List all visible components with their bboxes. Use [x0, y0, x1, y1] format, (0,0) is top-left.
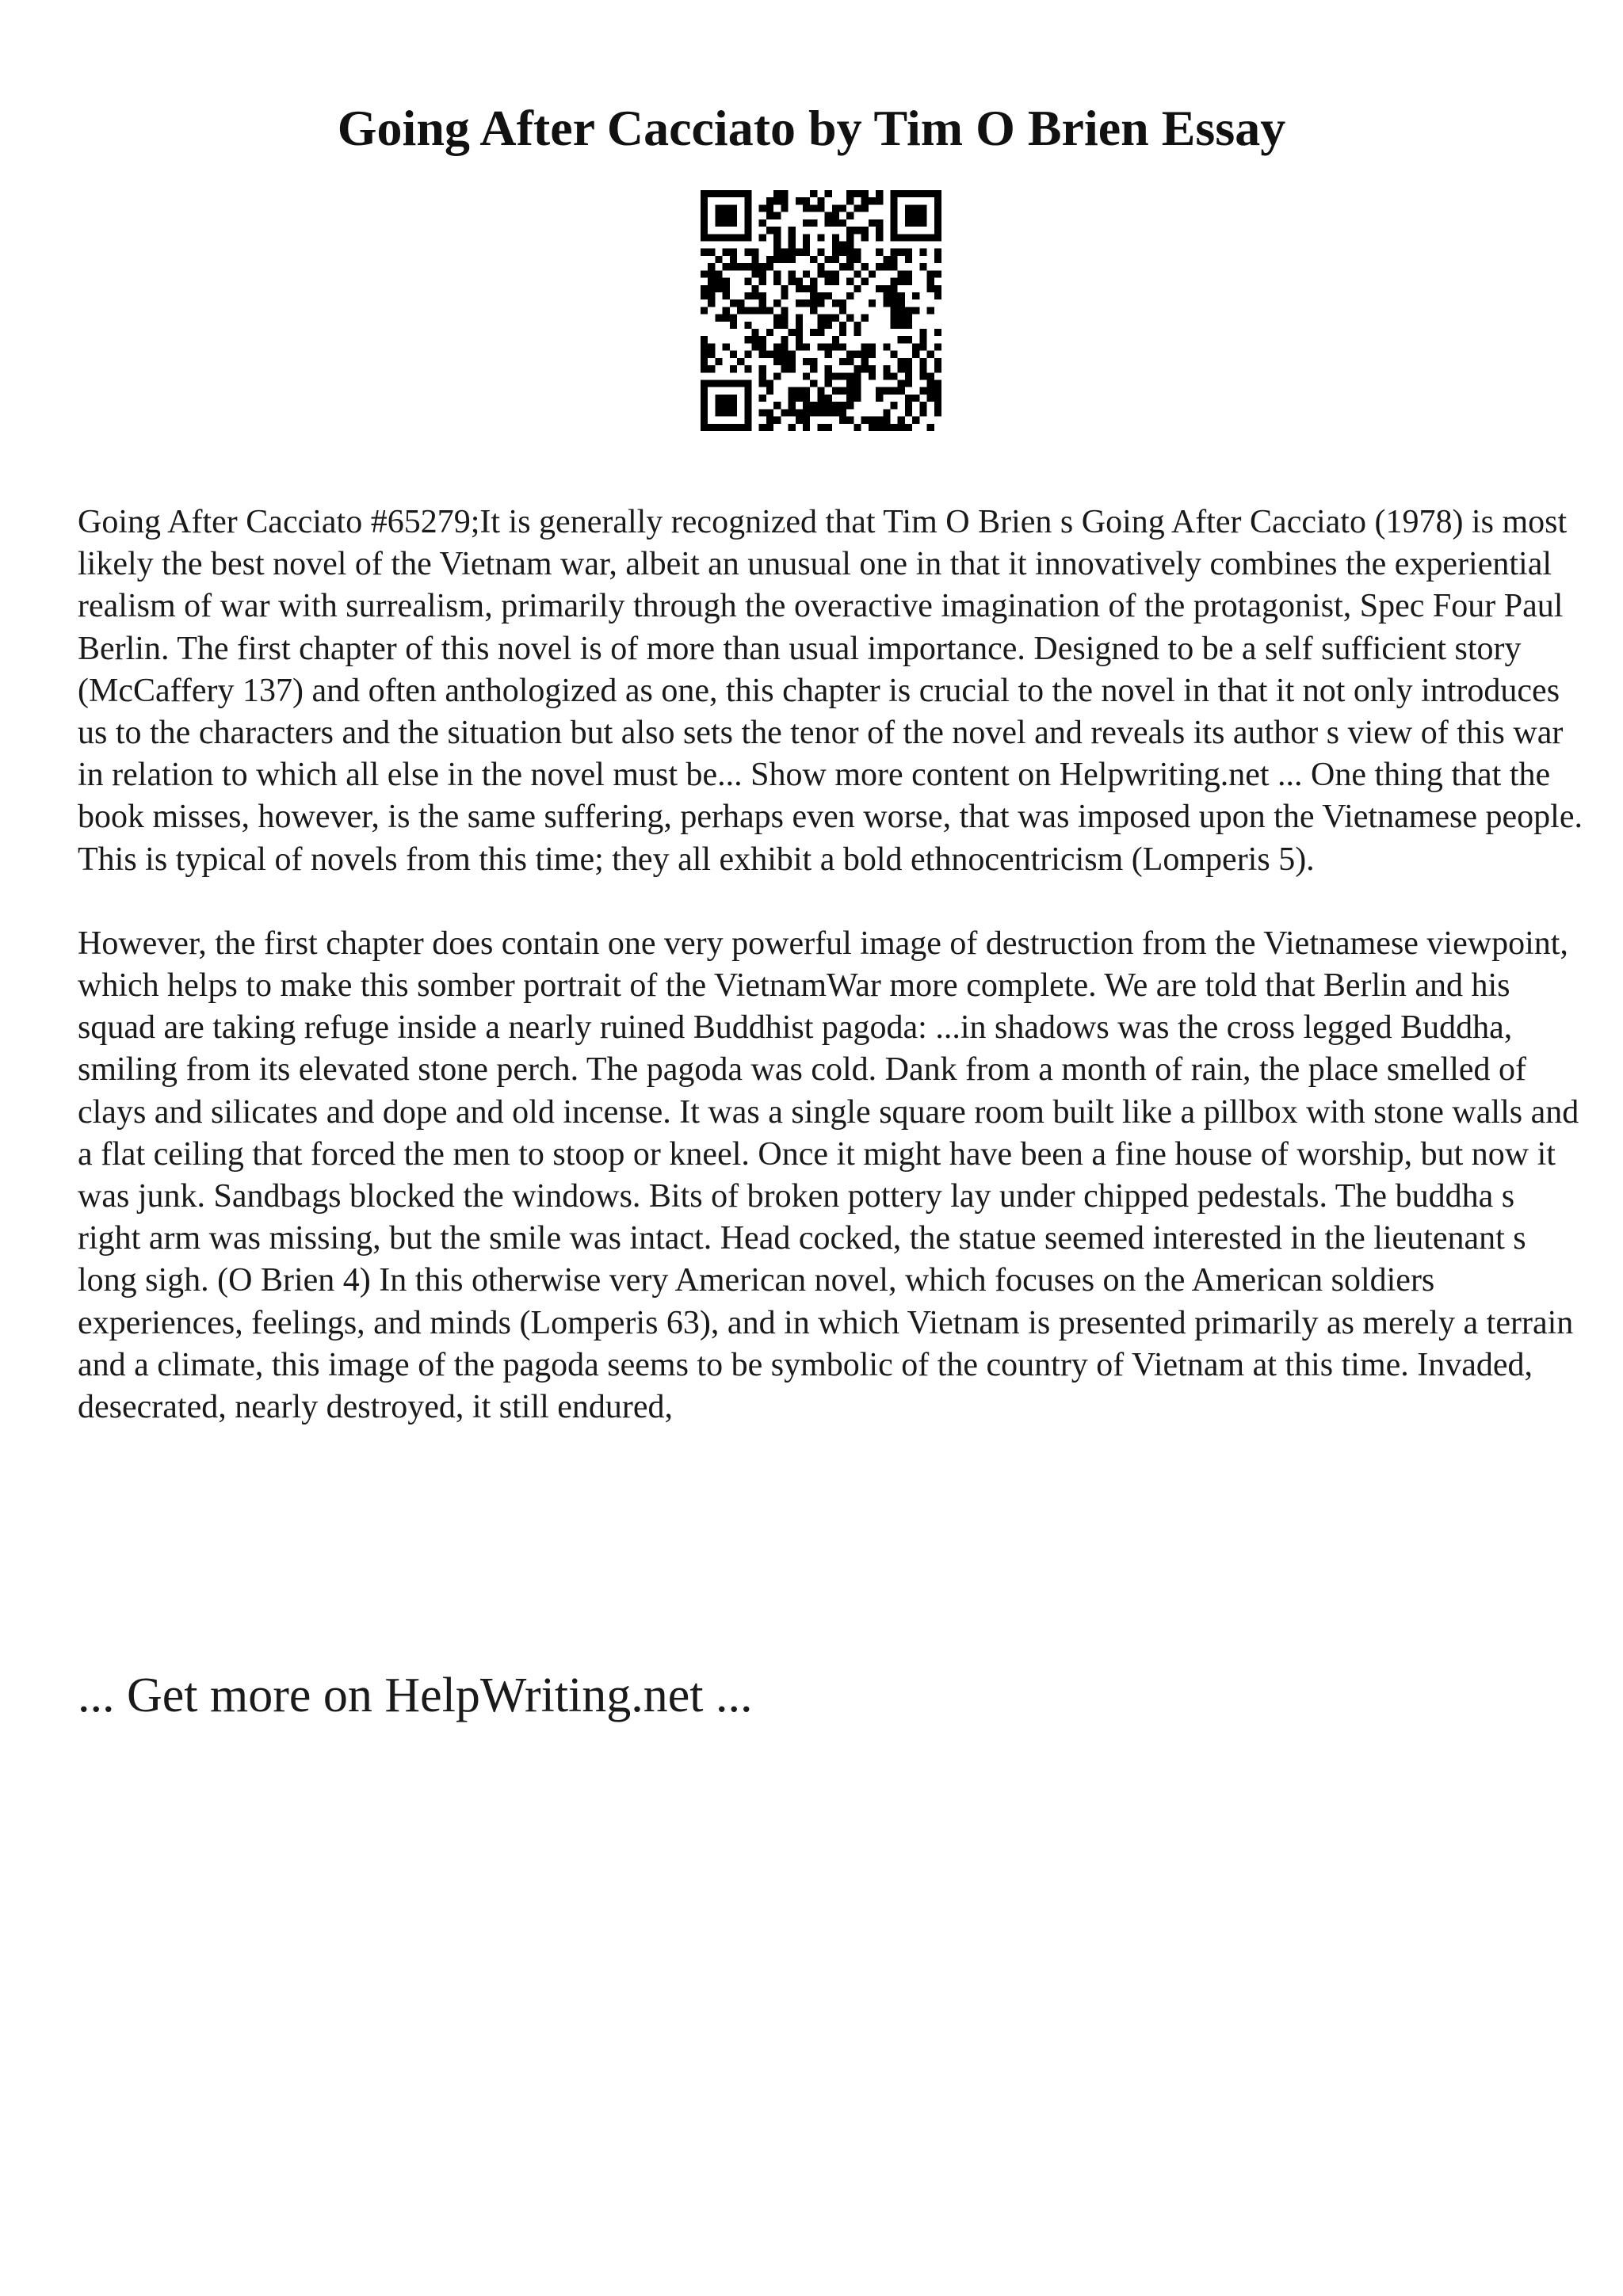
document-title: Going After Cacciato by Tim O Brien Essay — [337, 100, 1286, 156]
qr-code-icon[interactable] — [701, 190, 941, 431]
paragraph: However, the first chapter does contain one very powerful image of destruction from the Vietnamese viewpoint, which helps to make this somber portrait of the VietnamWar more complete. We are told that Berlin and his squad are taking refuge inside a nearly ruined Buddhist pagoda: ...in shadows was the cross legged Buddha, smiling from its elevated stone perch. The pagoda was cold. Dank from a month of rain, the place smelled of clays and silicates and dope and old incense. It was a single square room built like a pillbox with stone walls and a flat ceiling that forced the men to stoop or kneel. Once it might have been a fine house of worship, but now it was junk. Sandbags blocked the windows. Bits of broken pottery lay under chipped pedestals. The buddha s right arm was missing, but the smile was intact. Head cocked, the statue seemed interested in the lieutenant s long sigh. (O Brien 4) In this otherwise very American novel, which focuses on the American soldiers experiences, feelings, and minds (Lomperis 63), and in which Vietnam is presented primarily as merely a terrain and a climate, this image of the pagoda seems to be symbolic of the country of Vietnam at this time. Invaded, desecrated, nearly destroyed, it still endured, — [78, 925, 1579, 1426]
paragraph: Going After Cacciato #65279;It is generally recognized that Tim O Brien s Going After Cacciato (1978) is most likely the best novel of the Vietnam war, albeit an unusual one in that it innovatively combines the experiential realism of war with surrealism, primarily through the overactive imagination of the protagonist, Spec Four Paul Berlin. The first chapter of this novel is of more than usual importance. Designed to be a self sufficient story (McCaffery 137) and often anthologized as one, this chapter is crucial to the novel in that it not only introduces us to the characters and the situation but also sets the tenor of the novel and reveals its author s view of this war in relation to which all else in the novel must be... Show more content on Helpwriting.net ... One thing that the book misses, however, is the same suffering, perhaps even worse, that was imposed upon the Vietnamese people. This is typical of novels from this time; they all exhibit a bold ethnocentricism (Lomperis 5). — [78, 504, 1583, 878]
get-more-link[interactable]: ... Get more on HelpWriting.net ... — [78, 1669, 753, 1722]
document-body — [78, 502, 1583, 1470]
